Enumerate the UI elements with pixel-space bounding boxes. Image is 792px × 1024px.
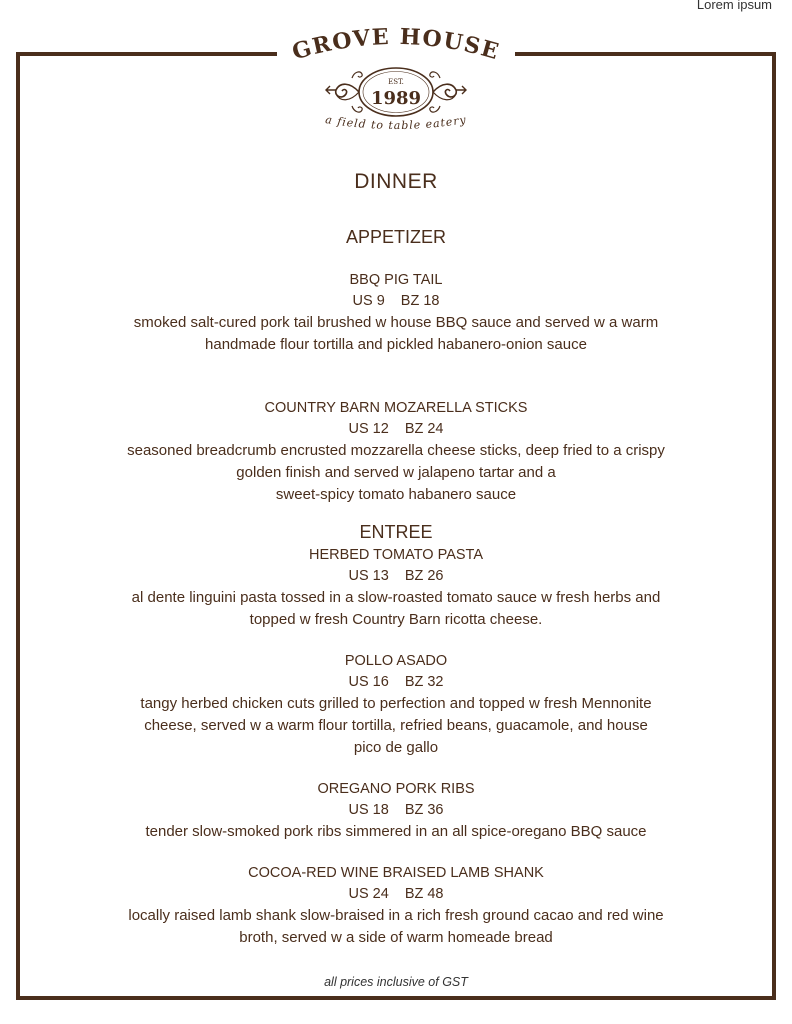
price-bz: BZ 36 — [404, 802, 444, 818]
logo-tagline-arc — [280, 116, 512, 150]
logo-emblem — [316, 60, 476, 124]
price-us: US 13 — [348, 568, 389, 584]
item-description — [36, 905, 756, 949]
item-name: POLLO ASADO — [344, 653, 448, 669]
logo-name-text: GROVE HOUSE — [289, 23, 503, 66]
item-name: COUNTRY BARN MOZARELLA STICKS — [264, 400, 528, 416]
item-price — [36, 419, 756, 440]
menu-title: DINNER — [354, 170, 438, 193]
item-price — [36, 884, 756, 905]
description-line: tangy herbed chicken cuts grilled to perfection and topped w fresh Mennonite — [140, 695, 652, 712]
menu-item — [36, 270, 756, 356]
item-name: OREGANO PORK RIBS — [317, 781, 475, 797]
menu-item — [36, 651, 756, 759]
menu-item — [36, 545, 756, 631]
menu-item — [36, 398, 756, 506]
item-description — [36, 587, 756, 631]
item-price — [36, 566, 756, 587]
price-us: US 16 — [348, 674, 389, 690]
menu-content — [36, 160, 756, 949]
price-us: US 24 — [348, 886, 389, 902]
grove-house-logo — [280, 20, 512, 138]
description-line: sweet-spicy tomato habanero sauce — [275, 486, 517, 503]
item-price — [36, 291, 756, 312]
description-line: cheese, served w a warm flour tortilla, refried beans, guacamole, and house — [144, 717, 648, 734]
appetizer-section — [36, 225, 756, 506]
item-description — [36, 312, 756, 356]
item-name: HERBED TOMATO PASTA — [308, 547, 484, 563]
menu-item — [36, 779, 756, 843]
price-bz: BZ 24 — [404, 421, 444, 437]
price-us: US 9 — [352, 293, 385, 309]
price-us: US 12 — [348, 421, 389, 437]
description-line: broth, served w a side of warm homeade bread — [239, 929, 553, 946]
section-title-entree: ENTREE — [359, 522, 433, 542]
logo-year: 1989 — [370, 88, 422, 109]
item-name: COCOA-RED WINE BRAISED LAMB SHANK — [248, 865, 544, 881]
description-line: al dente linguini pasta tossed in a slow-roasted tomato sauce w fresh herbs and — [131, 589, 661, 606]
item-name: BBQ PIG TAIL — [349, 272, 443, 288]
description-line: seasoned breadcrumb encrusted mozzarella cheese sticks, deep fried to a crispy — [127, 442, 665, 459]
description-line: tender slow-smoked pork ribs simmered in an all spice-oregano BBQ sauce — [145, 823, 647, 840]
description-line: pico de gallo — [353, 739, 439, 756]
description-line: locally raised lamb shank slow-braised in a rich fresh ground cacao and red wine — [128, 907, 664, 924]
entree-section — [36, 520, 756, 949]
corner-note: Lorem ipsum — [696, 0, 772, 12]
item-price — [36, 800, 756, 821]
price-bz: BZ 26 — [404, 568, 444, 584]
item-price — [36, 672, 756, 693]
item-description — [36, 693, 756, 759]
item-description — [36, 440, 756, 506]
description-line: handmade flour tortilla and pickled habanero-onion sauce — [205, 336, 587, 353]
prices-footnote: all prices inclusive of GST — [324, 975, 468, 989]
svg-text:a field to table eatery — [324, 116, 467, 132]
logo-name-arc — [280, 22, 512, 66]
description-line: golden finish and served w jalapeno tartar and a — [236, 464, 556, 481]
item-description — [36, 821, 756, 843]
price-us: US 18 — [348, 802, 389, 818]
description-line: smoked salt-cured pork tail brushed w house BBQ sauce and served w a warm — [133, 314, 659, 331]
logo-tagline-text: a field to table eatery — [324, 116, 468, 133]
price-bz: BZ 32 — [404, 674, 444, 690]
logo-est-label: EST. — [388, 78, 404, 86]
section-title-appetizer: APPETIZER — [345, 227, 447, 247]
menu-item — [36, 863, 756, 949]
description-line: topped w fresh Country Barn ricotta cheese. — [249, 611, 543, 628]
price-bz: BZ 48 — [404, 886, 444, 902]
price-bz: BZ 18 — [400, 293, 440, 309]
